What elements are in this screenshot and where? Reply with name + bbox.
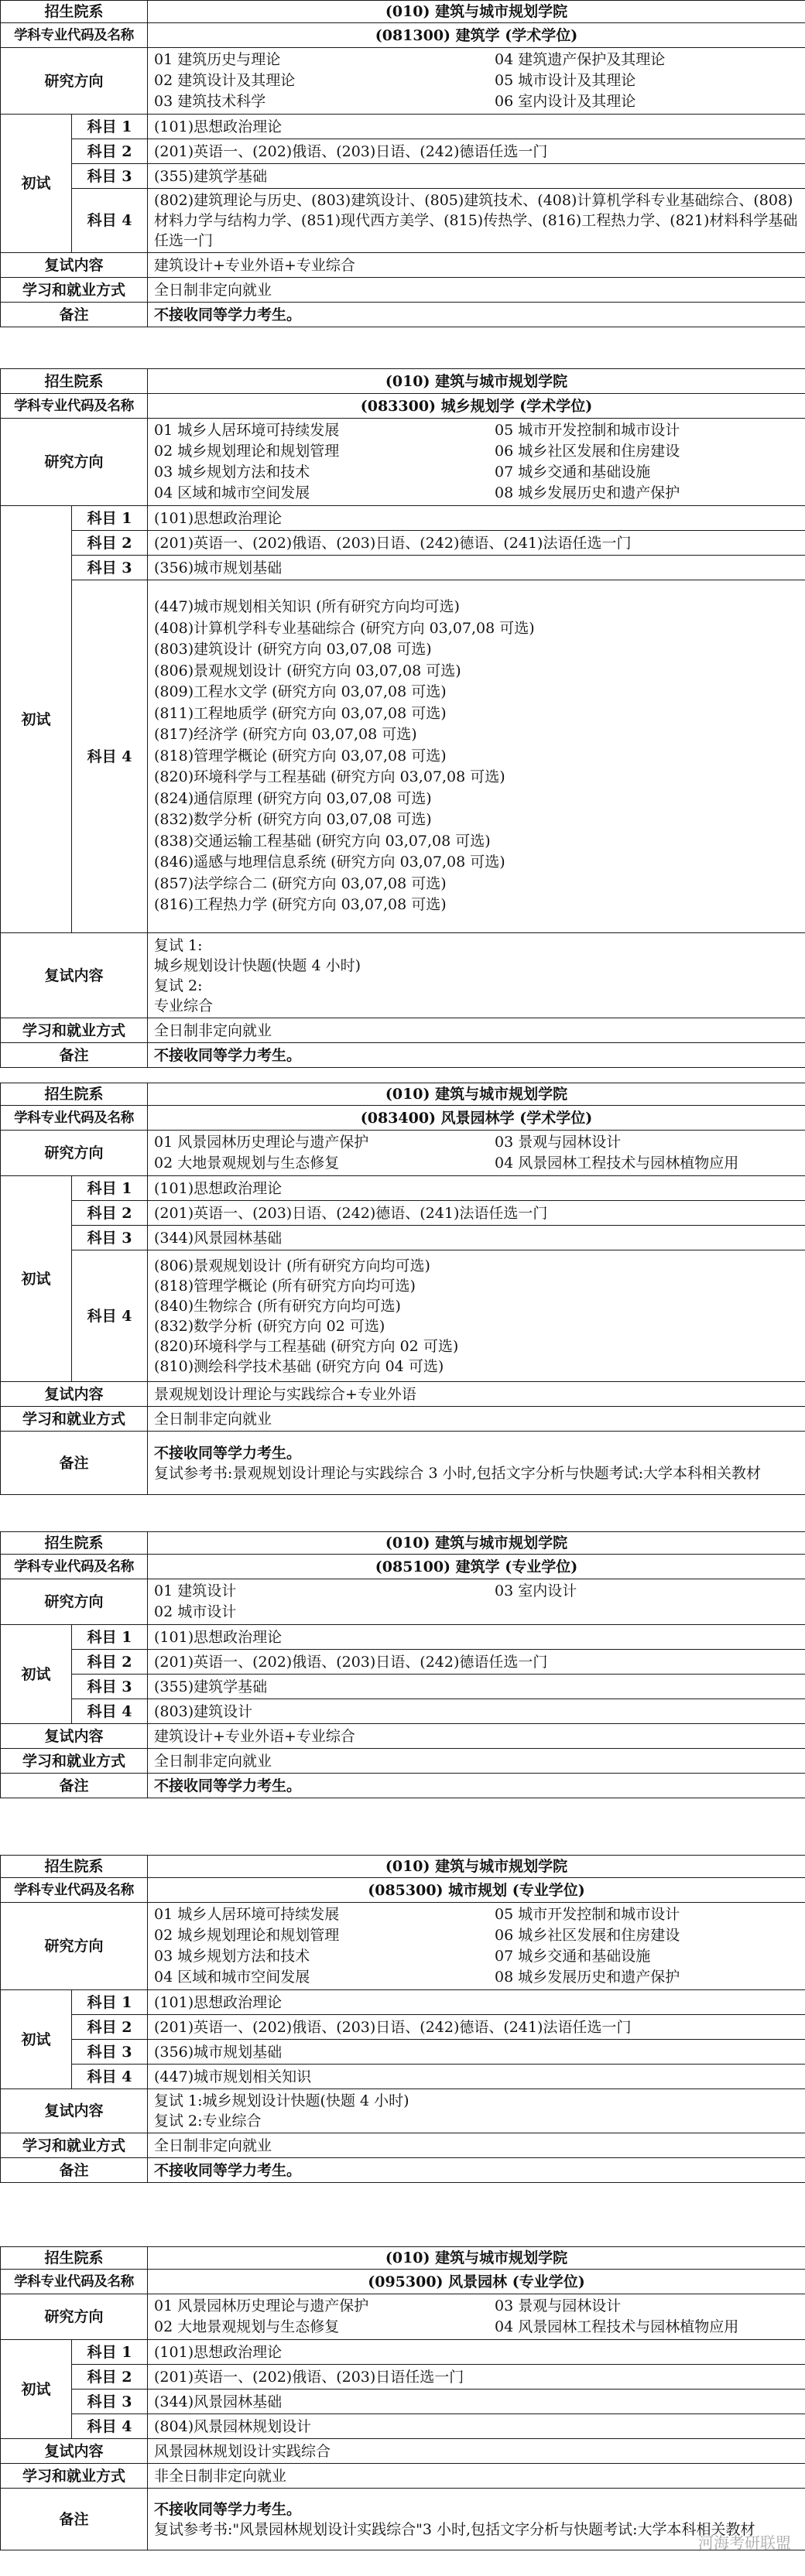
subject-value	[148, 1226, 805, 1250]
school-name: (010) 建筑与城市规划学院	[148, 369, 805, 394]
direction-label: 研究方向	[1, 1579, 148, 1625]
note-content	[148, 303, 805, 327]
direction-item: 06 城乡社区发展和住房建设	[495, 443, 680, 460]
subject-label: 科目 2	[72, 531, 148, 556]
direction-label: 研究方向	[1, 419, 148, 506]
school-label: 招生院系	[1, 1532, 148, 1555]
subject-line: (818)管理学概论 (研究方向 03,07,08 可选)	[154, 747, 447, 765]
major-label: 学科专业代码及名称	[1, 394, 148, 419]
exam-label: 初试	[1, 2340, 72, 2439]
subject-line: (810)测绘科学技术基础 (研究方向 04 可选)	[154, 1357, 444, 1375]
program-block	[0, 0, 805, 327]
subject-line: (802)建筑理论与历史、(803)建筑设计、(805)建筑技术、(408)计算机学科专业基础综合、(808)材料力学与结构力学、(851)现代西方美学、(815)传热学、(816)工程热力学、(821)材料科学基础任选一门	[154, 192, 798, 249]
direction-item: 05 城市开发控制和城市设计	[495, 422, 680, 439]
subject-line: (201)英语一、(202)俄语、(203)日语任选一门	[154, 2368, 464, 2386]
subject-label: 科目 1	[72, 115, 148, 139]
direction-item: 04 风景园林工程技术与园林植物应用	[495, 2318, 739, 2335]
subject-line: (838)交通运输工程基础 (研究方向 03,07,08 可选)	[154, 832, 491, 850]
subject-line: (820)环境科学与工程基础 (研究方向 03,07,08 可选)	[154, 768, 505, 786]
direction-label: 研究方向	[1, 1131, 148, 1176]
major-name: (095300) 风景园林 (专业学位)	[148, 2270, 805, 2294]
major-label: 学科专业代码及名称	[1, 2270, 148, 2294]
subject-line: (803)建筑设计	[154, 1702, 253, 1720]
note-content	[148, 2158, 805, 2183]
program-block	[0, 368, 805, 1068]
study-label: 学习和就业方式	[1, 1018, 148, 1043]
retest-label: 复试内容	[1, 933, 148, 1018]
subject-label: 科目 1	[72, 1176, 148, 1201]
direction-item: 04 区域和城市空间发展	[154, 1969, 310, 1986]
subject-line: (447)城市规划相关知识 (所有研究方向均可选)	[154, 598, 460, 616]
direction-item: 02 大地景观规划与生态修复	[154, 1155, 340, 1172]
direction-item: 01 风景园林历史理论与遗产保护	[154, 2297, 369, 2314]
major-label: 学科专业代码及名称	[1, 23, 148, 48]
subject-line: (101)思想政治理论	[154, 1628, 283, 1646]
direction-item: 02 大地景观规划与生态修复	[154, 2318, 340, 2335]
subject-label: 科目 2	[72, 1650, 148, 1675]
subject-line: (832)数学分析 (研究方向 02 可选)	[154, 1317, 385, 1335]
direction-label: 研究方向	[1, 1903, 148, 1990]
direction-item: 03 室内设计	[495, 1582, 577, 1599]
direction-item: 03 建筑技术科学	[154, 93, 266, 110]
subject-line: (811)工程地质学 (研究方向 03,07,08 可选)	[154, 704, 447, 722]
exam-label: 初试	[1, 1625, 72, 1724]
subject-label: 科目 4	[72, 1699, 148, 1724]
subject-value	[148, 164, 805, 189]
subject-value	[148, 506, 805, 531]
retest-line: 复试 2:专业综合	[154, 2112, 262, 2130]
subject-line: (355)建筑学基础	[154, 167, 268, 185]
note-line: 复试参考书:"风景园林规划设计实践综合"3 小时,包括文字分析与快题考试:大学本科相关教材	[154, 2520, 755, 2538]
note-content	[148, 1774, 805, 1798]
direction-item: 03 景观与园林设计	[495, 2297, 622, 2314]
major-name: (081300) 建筑学 (学术学位)	[148, 23, 805, 48]
subject-label: 科目 3	[72, 164, 148, 189]
study-mode: 全日制非定向就业	[148, 1018, 805, 1043]
direction-item: 04 区域和城市空间发展	[154, 484, 310, 501]
study-label: 学习和就业方式	[1, 2464, 148, 2489]
retest-line: 建筑设计+专业外语+专业综合	[154, 1727, 355, 1745]
subject-label: 科目 4	[72, 580, 148, 933]
subject-value	[148, 1176, 805, 1201]
note-line: 不接收同等学力考生。	[154, 1046, 302, 1064]
major-name: (083300) 城乡规划学 (学术学位)	[148, 394, 805, 419]
note-line: 不接收同等学力考生。	[154, 2500, 302, 2518]
direction-list	[148, 1579, 805, 1625]
subject-value	[148, 2065, 805, 2089]
direction-label: 研究方向	[1, 2294, 148, 2340]
retest-line: 景观规划设计理论与实践综合+专业外语	[154, 1385, 416, 1403]
subject-label: 科目 1	[72, 1625, 148, 1650]
subject-value	[148, 115, 805, 139]
direction-item: 01 城乡人居环境可持续发展	[154, 422, 340, 439]
subject-line: (832)数学分析 (研究方向 03,07,08 可选)	[154, 811, 432, 829]
subject-line: (355)建筑学基础	[154, 1678, 268, 1695]
exam-label: 初试	[1, 506, 72, 933]
subject-label: 科目 3	[72, 1226, 148, 1250]
subject-line: (101)思想政治理论	[154, 509, 283, 527]
subject-line: (820)环境科学与工程基础 (研究方向 02 可选)	[154, 1337, 459, 1355]
note-line: 不接收同等学力考生。	[154, 1444, 302, 1462]
study-label: 学习和就业方式	[1, 1407, 148, 1432]
retest-content	[148, 1382, 805, 1407]
school-label: 招生院系	[1, 2247, 148, 2270]
subject-line: (201)英语一、(202)俄语、(203)日语、(242)德语、(241)法语任选一门	[154, 2018, 632, 2036]
school-label: 招生院系	[1, 369, 148, 394]
study-label: 学习和就业方式	[1, 1749, 148, 1774]
direction-item: 06 室内设计及其理论	[495, 93, 636, 110]
subject-value	[148, 2015, 805, 2040]
subject-value	[148, 2340, 805, 2365]
school-name: (010) 建筑与城市规划学院	[148, 2247, 805, 2270]
exam-label: 初试	[1, 115, 72, 253]
subject-label: 科目 2	[72, 1201, 148, 1226]
direction-list	[148, 2294, 805, 2340]
subject-line: (356)城市规划基础	[154, 2043, 283, 2061]
direction-list	[148, 1903, 805, 1990]
subject-value	[148, 531, 805, 556]
note-label: 备注	[1, 2489, 148, 2550]
school-label: 招生院系	[1, 1856, 148, 1878]
note-line: 复试参考书:景观规划设计理论与实践综合 3 小时,包括文字分析与快题考试:大学本科相关教材	[154, 1464, 762, 1482]
study-mode: 全日制非定向就业	[148, 278, 805, 303]
subject-line: (840)生物综合 (所有研究方向均可选)	[154, 1297, 401, 1315]
note-label: 备注	[1, 1774, 148, 1798]
subject-line: (356)城市规划基础	[154, 559, 283, 576]
subject-line: (101)思想政治理论	[154, 2343, 283, 2361]
subject-line: (101)思想政治理论	[154, 1179, 283, 1197]
note-line: 不接收同等学力考生。	[154, 1777, 302, 1794]
school-name: (010) 建筑与城市规划学院	[148, 1083, 805, 1106]
direction-item: 03 城乡规划方法和技术	[154, 464, 310, 481]
major-label: 学科专业代码及名称	[1, 1555, 148, 1579]
retest-label: 复试内容	[1, 1724, 148, 1749]
subject-value	[148, 2040, 805, 2065]
direction-item: 08 城乡发展历史和遗产保护	[495, 484, 680, 501]
retest-content	[148, 2439, 805, 2464]
direction-item: 05 城市开发控制和城市设计	[495, 1906, 680, 1923]
direction-item: 02 城乡规划理论和规划管理	[154, 443, 340, 460]
subject-label: 科目 2	[72, 2015, 148, 2040]
subject-value	[148, 2365, 805, 2390]
retest-content	[148, 253, 805, 278]
subject-label: 科目 3	[72, 2390, 148, 2414]
retest-label: 复试内容	[1, 253, 148, 278]
major-name: (085300) 城市规划 (专业学位)	[148, 1878, 805, 1903]
subject-line: (344)风景园林基础	[154, 2393, 283, 2410]
retest-label: 复试内容	[1, 2439, 148, 2464]
retest-content	[148, 1724, 805, 1749]
subject-line: (809)工程水文学 (研究方向 03,07,08 可选)	[154, 683, 447, 701]
direction-item: 06 城乡社区发展和住房建设	[495, 1927, 680, 1944]
study-mode: 非全日制非定向就业	[148, 2464, 805, 2489]
direction-item: 04 风景园林工程技术与园林植物应用	[495, 1155, 739, 1172]
subject-line: (101)思想政治理论	[154, 1993, 283, 2011]
subject-label: 科目 3	[72, 1675, 148, 1699]
subject-label: 科目 1	[72, 1990, 148, 2015]
subject-value	[148, 139, 805, 164]
direction-item: 03 城乡规划方法和技术	[154, 1948, 310, 1965]
subject-label: 科目 3	[72, 556, 148, 580]
subject-value	[148, 1250, 805, 1382]
subject-value	[148, 1699, 805, 1724]
retest-line: 专业综合	[154, 997, 214, 1014]
note-content	[148, 1043, 805, 1068]
subject-value	[148, 2390, 805, 2414]
retest-line: 复试 2:	[154, 977, 203, 994]
subject-value	[148, 189, 805, 253]
study-label: 学习和就业方式	[1, 2133, 148, 2158]
subject-line: (824)通信原理 (研究方向 03,07,08 可选)	[154, 789, 432, 807]
note-label: 备注	[1, 1043, 148, 1068]
subject-label: 科目 1	[72, 506, 148, 531]
watermark: 河海考研联盟	[698, 2533, 791, 2552]
study-mode: 全日制非定向就业	[148, 1407, 805, 1432]
subject-label: 科目 4	[72, 2414, 148, 2439]
major-name: (083400) 风景园林学 (学术学位)	[148, 1106, 805, 1131]
subject-line: (201)英语一、(202)俄语、(203)日语、(242)德语任选一门	[154, 1653, 548, 1671]
direction-item: 02 城市设计	[154, 1603, 237, 1620]
direction-list	[148, 48, 805, 115]
study-mode: 全日制非定向就业	[148, 2133, 805, 2158]
subject-value	[148, 556, 805, 580]
subject-value	[148, 1650, 805, 1675]
subject-line: (818)管理学概论 (所有研究方向均可选)	[154, 1277, 416, 1295]
subject-label: 科目 4	[72, 1250, 148, 1382]
program-block	[0, 1855, 805, 2183]
school-name: (010) 建筑与城市规划学院	[148, 1856, 805, 1878]
subject-line: (201)英语一、(203)日语、(242)德语、(241)法语任选一门	[154, 1204, 548, 1222]
subject-label: 科目 1	[72, 2340, 148, 2365]
direction-item: 02 城乡规划理论和规划管理	[154, 1927, 340, 1944]
note-label: 备注	[1, 2158, 148, 2183]
subject-line: (806)景观规划设计 (研究方向 03,07,08 可选)	[154, 662, 461, 679]
direction-item: 01 城乡人居环境可持续发展	[154, 1906, 340, 1923]
program-block	[0, 1531, 805, 1798]
subject-label: 科目 2	[72, 2365, 148, 2390]
study-mode: 全日制非定向就业	[148, 1749, 805, 1774]
retest-line: 城乡规划设计快题(快题 4 小时)	[154, 956, 361, 974]
subject-line: (201)英语一、(202)俄语、(203)日语、(242)德语、(241)法语任选一门	[154, 534, 632, 552]
subject-line: (408)计算机学科专业基础综合 (研究方向 03,07,08 可选)	[154, 619, 535, 637]
direction-item: 01 建筑历史与理论	[154, 51, 281, 68]
direction-item: 05 城市设计及其理论	[495, 72, 636, 89]
exam-label: 初试	[1, 1990, 72, 2089]
subject-value	[148, 1675, 805, 1699]
school-label: 招生院系	[1, 1083, 148, 1106]
note-label: 备注	[1, 303, 148, 327]
subject-line: (816)工程热力学 (研究方向 03,07,08 可选)	[154, 896, 447, 914]
subject-line: (344)风景园林基础	[154, 1229, 283, 1247]
subject-label: 科目 2	[72, 139, 148, 164]
retest-line: 复试 1:	[154, 936, 203, 954]
direction-item: 07 城乡交通和基础设施	[495, 464, 651, 481]
direction-item: 08 城乡发展历史和遗产保护	[495, 1969, 680, 1986]
note-content	[148, 1432, 805, 1495]
subject-value	[148, 1201, 805, 1226]
direction-list	[148, 1131, 805, 1176]
subject-line: (857)法学综合二 (研究方向 03,07,08 可选)	[154, 874, 447, 892]
note-line: 不接收同等学力考生。	[154, 306, 302, 323]
retest-line: 建筑设计+专业外语+专业综合	[154, 256, 355, 274]
subject-label: 科目 4	[72, 2065, 148, 2089]
major-name: (085100) 建筑学 (专业学位)	[148, 1555, 805, 1579]
program-block	[0, 2246, 805, 2550]
program-block	[0, 1083, 805, 1495]
retest-content	[148, 933, 805, 1018]
major-label: 学科专业代码及名称	[1, 1878, 148, 1903]
subject-label: 科目 4	[72, 189, 148, 253]
school-name: (010) 建筑与城市规划学院	[148, 1, 805, 23]
retest-line: 风景园林规划设计实践综合	[154, 2442, 331, 2460]
subject-label: 科目 3	[72, 2040, 148, 2065]
retest-label: 复试内容	[1, 1382, 148, 1407]
direction-item: 07 城乡交通和基础设施	[495, 1948, 651, 1965]
direction-item: 04 建筑遗产保护及其理论	[495, 51, 666, 68]
note-label: 备注	[1, 1432, 148, 1495]
subject-line: (201)英语一、(202)俄语、(203)日语、(242)德语任选一门	[154, 142, 548, 160]
exam-label: 初试	[1, 1176, 72, 1382]
subject-value	[148, 580, 805, 933]
subject-line: (806)景观规划设计 (所有研究方向均可选)	[154, 1257, 430, 1274]
direction-label: 研究方向	[1, 48, 148, 115]
retest-label: 复试内容	[1, 2089, 148, 2133]
direction-item: 01 风景园林历史理论与遗产保护	[154, 1134, 369, 1151]
school-name: (010) 建筑与城市规划学院	[148, 1532, 805, 1555]
study-label: 学习和就业方式	[1, 278, 148, 303]
direction-item: 03 景观与园林设计	[495, 1134, 622, 1151]
subject-line: (817)经济学 (研究方向 03,07,08 可选)	[154, 726, 417, 744]
retest-content	[148, 2089, 805, 2133]
direction-item: 01 建筑设计	[154, 1582, 237, 1599]
major-label: 学科专业代码及名称	[1, 1106, 148, 1131]
subject-value	[148, 1625, 805, 1650]
retest-line: 复试 1:城乡规划设计快题(快题 4 小时)	[154, 2092, 409, 2109]
subject-line: (101)思想政治理论	[154, 118, 283, 135]
subject-value	[148, 2414, 805, 2439]
direction-list	[148, 419, 805, 506]
direction-item: 02 建筑设计及其理论	[154, 72, 296, 89]
note-line: 不接收同等学力考生。	[154, 2161, 302, 2179]
school-label: 招生院系	[1, 1, 148, 23]
subject-line: (803)建筑设计 (研究方向 03,07,08 可选)	[154, 641, 432, 659]
subject-line: (846)遥感与地理信息系统 (研究方向 03,07,08 可选)	[154, 854, 505, 871]
subject-line: (447)城市规划相关知识	[154, 2068, 312, 2085]
subject-value	[148, 1990, 805, 2015]
subject-line: (804)风景园林规划设计	[154, 2417, 312, 2435]
